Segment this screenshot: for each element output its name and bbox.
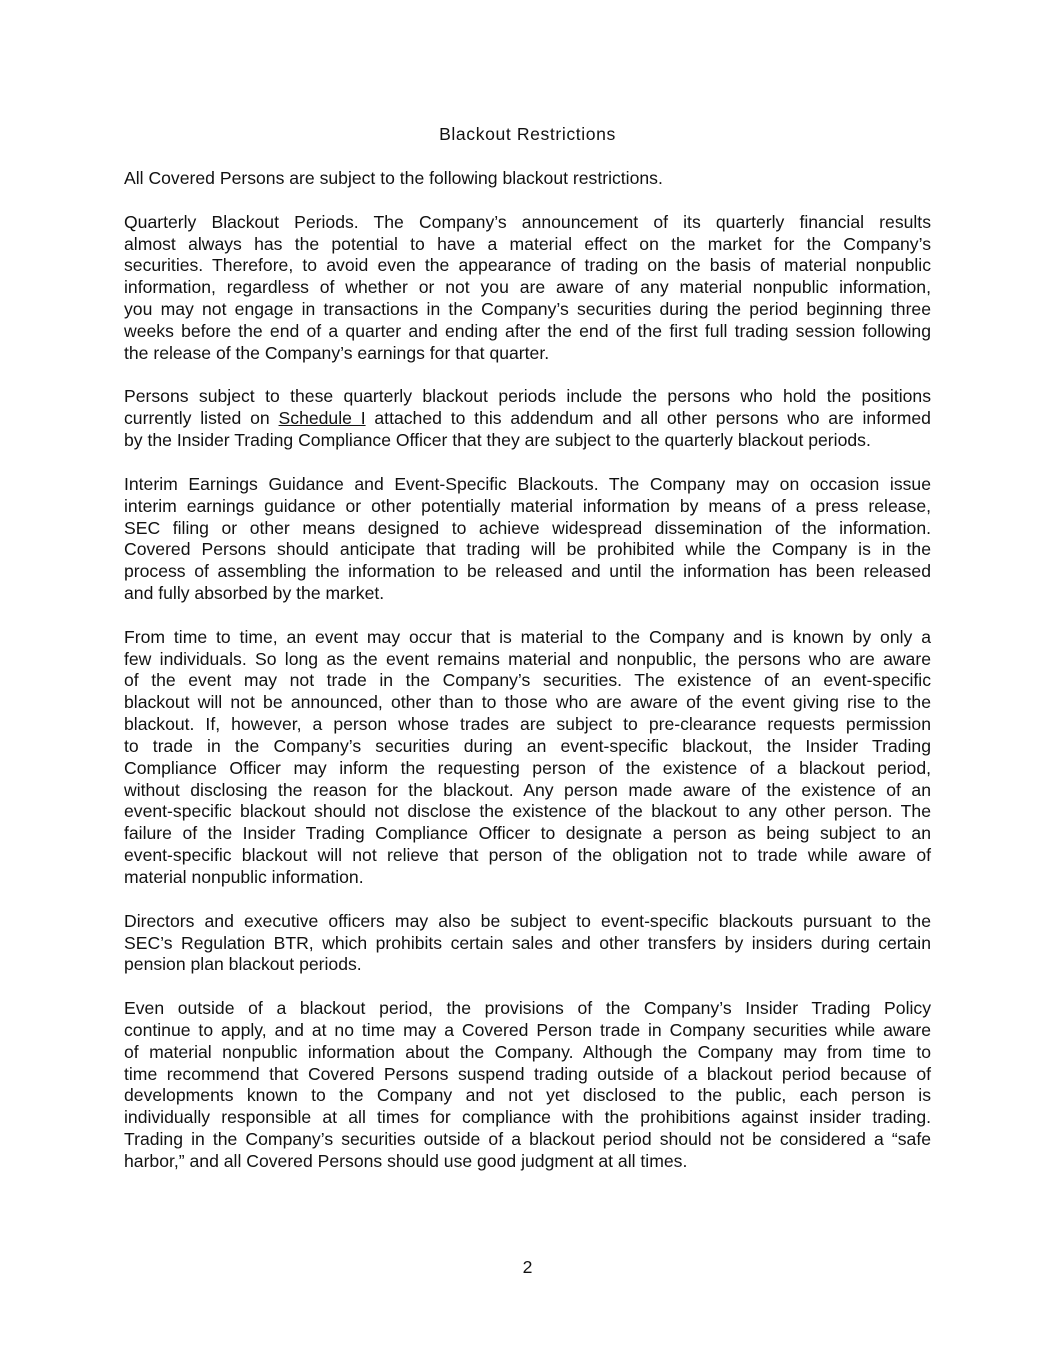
text-line: and fully absorbed by the market.: [124, 583, 385, 604]
text-line: material nonpublic information.: [124, 867, 364, 887]
text-line: of material nonpublic information about the Company. Although the Company may from time to: [124, 1041, 931, 1062]
paragraph: [124, 911, 931, 977]
text-line: time recommend that Covered Persons suspend trading outside of a blackout period because of: [124, 1063, 931, 1084]
text-line: almost always has the potential to have a material effect on the market for the Company’s: [124, 233, 931, 254]
text-line: to trade in the Company’s securities during an event-specific blackout, the Insider Trading: [124, 735, 931, 756]
text-line: by the Insider Trading Compliance Officer that they are subject to the quarterly blackout periods.: [124, 430, 871, 451]
text-line: event-specific blackout should not disclose the existence of the blackout to any other person. The: [124, 801, 931, 822]
text-line: the release of the Company’s earnings for that quarter.: [124, 342, 550, 363]
page-number: 2: [522, 1257, 533, 1277]
text-line: pension plan blackout periods.: [124, 954, 362, 975]
text-line: Persons subject to these quarterly blackout periods include the persons who hold the positions: [124, 386, 931, 407]
text-line: Compliance Officer may inform the requesting person of the existence of a blackout period,: [124, 757, 931, 778]
paragraph: [124, 386, 931, 452]
text-line: From time to time, an event may occur that is material to the Company and is known by only a: [124, 626, 931, 647]
text-line: Interim Earnings Guidance and Event-Specific Blackouts. The Company may on occasion issue: [124, 473, 931, 494]
text-line: event-specific blackout will not relieve that person of the obligation not to trade while aware of: [124, 845, 931, 866]
text-line: All Covered Persons are subject to the following blackout restrictions.: [124, 168, 663, 188]
text-segment: currently listed on: [124, 408, 279, 429]
text-line: interim earnings guidance or other potentially material information by means of a press release,: [124, 495, 931, 516]
text-line: Covered Persons should anticipate that trading will be prohibited while the Company is in the: [124, 539, 931, 560]
schedule-reference: Schedule I: [278, 408, 366, 429]
paragraph: [124, 474, 931, 605]
text-line: blackout will not be announced, other than to those who are aware of the event giving rise to the: [124, 692, 931, 713]
paragraph: [124, 627, 931, 889]
text-line: Even outside of a blackout period, the provisions of the Company’s Insider Trading Policy: [124, 998, 931, 1019]
text-line: Trading in the Company’s securities outside of a blackout period should not be considered a “safe: [124, 1129, 931, 1150]
text-line: SEC filing or other means designed to achieve widespread dissemination of the information.: [124, 517, 931, 538]
text-line: Directors and executive officers may also be subject to event-specific blackouts pursuant to the: [124, 910, 931, 931]
page-title: Blackout Restrictions: [439, 124, 616, 144]
text-line: process of assembling the information to be released and until the information has been released: [124, 561, 931, 582]
text-line: Quarterly Blackout Periods. The Company’s announcement of its quarterly financial results: [124, 211, 931, 232]
paragraph: [124, 212, 931, 365]
text-line: securities. Therefore, to avoid even the appearance of trading on the basis of material nonpublic: [124, 255, 931, 276]
text-line: you may not engage in transactions in the Company’s securities during the period beginning three: [124, 299, 931, 320]
text-line: continue to apply, and at no time may a Covered Person trade in Company securities while aware: [124, 1019, 931, 1040]
text-segment: attached to this addendum and all other persons who are informed: [365, 408, 931, 429]
text-line: of the event may not trade in the Company’s securities. The existence of an event-specific: [124, 670, 931, 691]
paragraph: [124, 168, 931, 190]
text-line: blackout. If, however, a person whose trades are subject to pre-clearance requests permission: [124, 714, 931, 735]
text-line: harbor,” and all Covered Persons should use good judgment at all times.: [124, 1150, 688, 1171]
text-line: few individuals. So long as the event remains material and nonpublic, the persons who are aware: [124, 648, 931, 669]
text-line: [124, 408, 931, 430]
text-line: SEC’s Regulation BTR, which prohibits certain sales and other transfers by insiders during certain: [124, 932, 931, 953]
text-line: weeks before the end of a quarter and ending after the end of the first full trading session following: [124, 320, 931, 341]
text-line: without disclosing the reason for the blackout. Any person made aware of the existence of an: [124, 779, 931, 800]
text-line: failure of the Insider Trading Compliance Officer to designate a person as being subject to an: [124, 823, 931, 844]
paragraph: [124, 998, 931, 1173]
text-line: individually responsible at all times for compliance with the prohibitions against insider trading.: [124, 1107, 931, 1128]
document-body: [124, 168, 931, 1195]
text-line: developments known to the Company and not yet disclosed to the public, each person is: [124, 1085, 931, 1106]
text-line: information, regardless of whether or not you are aware of any material nonpublic information,: [124, 277, 931, 298]
